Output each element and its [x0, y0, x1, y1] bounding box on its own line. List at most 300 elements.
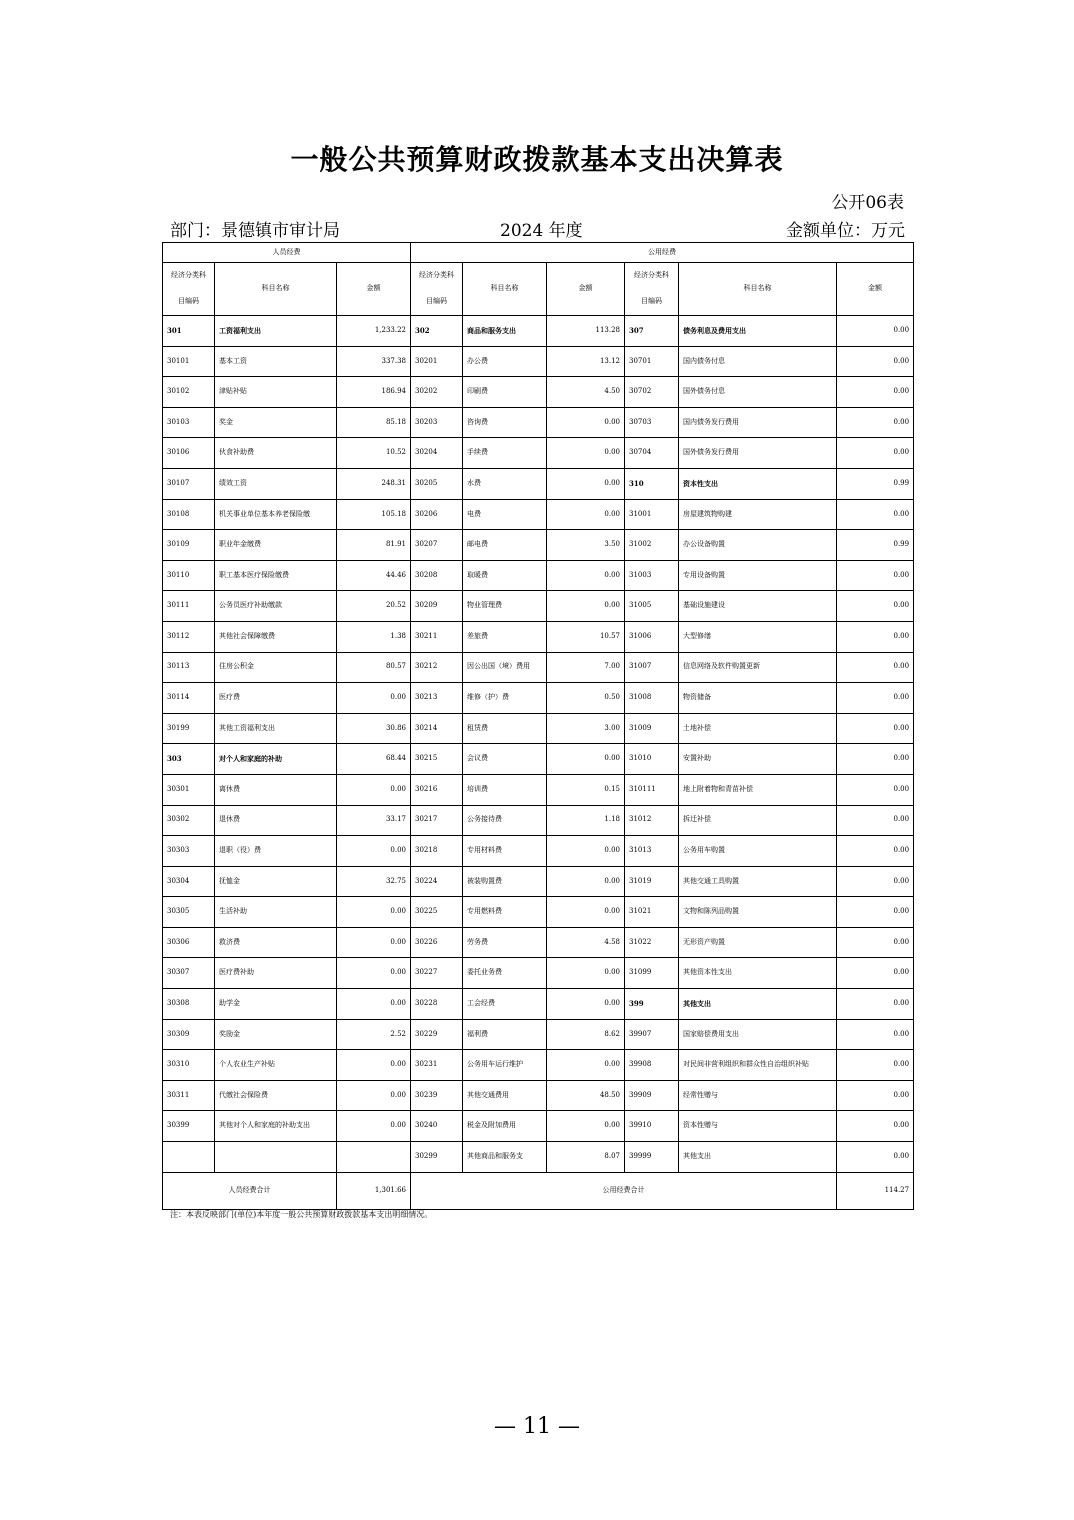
code-cell: 30101	[163, 346, 215, 377]
amount-cell: 0.00	[837, 1080, 914, 1111]
amount-cell: 0.00	[337, 1111, 411, 1142]
amount-cell: 0.00	[837, 897, 914, 928]
amount-cell: 0.00	[547, 1111, 625, 1142]
amount-cell: 0.00	[837, 989, 914, 1020]
name-cell: 无形资产购置	[679, 927, 837, 958]
amount-cell: 0.00	[837, 407, 914, 438]
amount-cell: 3.50	[547, 530, 625, 561]
table-row	[163, 683, 914, 714]
name-cell: 职工基本医疗保险缴费	[215, 560, 337, 591]
table-row	[163, 836, 914, 867]
name-cell: 国外债务付息	[679, 377, 837, 408]
code-cell: 30207	[411, 530, 463, 561]
personnel-total-value: 1,301.66	[337, 1172, 411, 1209]
code-cell: 30114	[163, 683, 215, 714]
amount-cell: 32.75	[337, 866, 411, 897]
name-cell: 国内债务付息	[679, 346, 837, 377]
amount-cell: 0.99	[837, 468, 914, 499]
code-cell: 30305	[163, 897, 215, 928]
code-cell: 31012	[625, 805, 679, 836]
name-cell: 对民间非营利组织和群众性自治组织补贴	[679, 1050, 837, 1081]
amount-cell: 0.00	[837, 744, 914, 775]
name-cell: 大型修缮	[679, 621, 837, 652]
name-cell: 其他对个人和家庭的补助支出	[215, 1111, 337, 1142]
code-cell: 310	[625, 468, 679, 499]
name-cell: 资本性支出	[679, 468, 837, 499]
code-cell: 30303	[163, 836, 215, 867]
code-cell: 31021	[625, 897, 679, 928]
amount-cell: 0.00	[837, 560, 914, 591]
code-cell: 30302	[163, 805, 215, 836]
amount-cell: 0.00	[837, 866, 914, 897]
name-cell: 其他交通工具购置	[679, 866, 837, 897]
name-cell: 安置补助	[679, 744, 837, 775]
code-cell: 399	[625, 989, 679, 1020]
code-cell: 30226	[411, 927, 463, 958]
name-cell: 工资福利支出	[215, 316, 337, 347]
name-cell: 退休费	[215, 805, 337, 836]
name-cell	[215, 1142, 337, 1173]
amount-cell: 0.00	[547, 591, 625, 622]
amount-cell: 0.00	[547, 866, 625, 897]
page-number: — 11 —	[494, 1414, 580, 1439]
code-cell: 30215	[411, 744, 463, 775]
name-cell: 国外债务发行费用	[679, 438, 837, 469]
name-cell: 医疗费	[215, 683, 337, 714]
amount-cell: 0.00	[547, 1050, 625, 1081]
amount-cell: 4.58	[547, 927, 625, 958]
amount-cell: 33.17	[337, 805, 411, 836]
group-public: 公用经费	[411, 243, 914, 263]
amount-cell: 0.00	[837, 499, 914, 530]
amount-cell: 0.00	[837, 652, 914, 683]
name-cell: 公务接待费	[463, 805, 547, 836]
table-row	[163, 346, 914, 377]
name-cell: 福利费	[463, 1019, 547, 1050]
code-cell: 30110	[163, 560, 215, 591]
amount-cell: 48.50	[547, 1080, 625, 1111]
code-cell: 30304	[163, 866, 215, 897]
name-cell: 对个人和家庭的补助	[215, 744, 337, 775]
code-cell: 31001	[625, 499, 679, 530]
name-cell: 公务员医疗补助缴款	[215, 591, 337, 622]
amount-cell: 0.00	[547, 958, 625, 989]
code-cell: 30308	[163, 989, 215, 1020]
name-cell: 委托业务费	[463, 958, 547, 989]
code-cell: 30106	[163, 438, 215, 469]
name-cell: 专用设备购置	[679, 560, 837, 591]
amount-cell: 4.50	[547, 377, 625, 408]
amount-cell: 0.00	[837, 774, 914, 805]
amount-cell: 0.00	[837, 1019, 914, 1050]
amount-cell: 0.00	[837, 927, 914, 958]
name-cell: 住房公积金	[215, 652, 337, 683]
table-row	[163, 897, 914, 928]
amount-cell: 7.00	[547, 652, 625, 683]
amount-cell: 337.38	[337, 346, 411, 377]
header-name: 科目名称	[463, 263, 547, 316]
table-row	[163, 989, 914, 1020]
code-cell: 30299	[411, 1142, 463, 1173]
code-cell: 30113	[163, 652, 215, 683]
code-cell: 30704	[625, 438, 679, 469]
table-row	[163, 866, 914, 897]
name-cell: 债务利息及费用支出	[679, 316, 837, 347]
amount-cell: 80.57	[337, 652, 411, 683]
code-cell: 30214	[411, 713, 463, 744]
code-cell: 30211	[411, 621, 463, 652]
name-cell: 劳务费	[463, 927, 547, 958]
code-cell: 31002	[625, 530, 679, 561]
name-cell: 取暖费	[463, 560, 547, 591]
name-cell: 其他商品和服务支	[463, 1142, 547, 1173]
name-cell: 退职（役）费	[215, 836, 337, 867]
table-row	[163, 468, 914, 499]
code-cell: 31010	[625, 744, 679, 775]
table-row	[163, 1080, 914, 1111]
name-cell: 房屋建筑物购建	[679, 499, 837, 530]
amount-cell: 113.28	[547, 316, 625, 347]
amount-cell: 0.00	[837, 316, 914, 347]
code-cell: 30109	[163, 530, 215, 561]
amount-cell: 0.00	[837, 438, 914, 469]
group-header-row	[163, 243, 914, 263]
header-name: 科目名称	[215, 263, 337, 316]
amount-cell: 105.18	[337, 499, 411, 530]
amount-cell: 0.00	[837, 621, 914, 652]
code-cell: 30107	[163, 468, 215, 499]
amount-cell: 0.00	[837, 1111, 914, 1142]
name-cell: 办公设备购置	[679, 530, 837, 561]
amount-cell: 0.00	[337, 989, 411, 1020]
expenditure-table	[162, 242, 914, 1210]
code-cell: 31013	[625, 836, 679, 867]
table-row	[163, 621, 914, 652]
personnel-total-label: 人员经费合计	[163, 1172, 337, 1209]
code-cell: 30311	[163, 1080, 215, 1111]
name-cell: 奖金	[215, 407, 337, 438]
code-cell: 30218	[411, 836, 463, 867]
amount-cell: 10.52	[337, 438, 411, 469]
name-cell: 伙食补助费	[215, 438, 337, 469]
amount-cell: 0.00	[337, 927, 411, 958]
amount-cell: 8.62	[547, 1019, 625, 1050]
table-row	[163, 499, 914, 530]
name-cell: 差旅费	[463, 621, 547, 652]
name-cell: 其他工资福利支出	[215, 713, 337, 744]
name-cell: 维修（护）费	[463, 683, 547, 714]
name-cell: 其他社会保障缴费	[215, 621, 337, 652]
code-cell: 30224	[411, 866, 463, 897]
public-total-label: 公用经费合计	[411, 1172, 837, 1209]
name-cell: 救济费	[215, 927, 337, 958]
code-cell: 31003	[625, 560, 679, 591]
name-cell: 物资储备	[679, 683, 837, 714]
table-row	[163, 1142, 914, 1173]
name-cell: 其他交通费用	[463, 1080, 547, 1111]
amount-cell: 13.12	[547, 346, 625, 377]
name-cell: 抚恤金	[215, 866, 337, 897]
header-amount: 金额	[547, 263, 625, 316]
amount-cell: 0.99	[837, 530, 914, 561]
amount-cell: 0.00	[837, 958, 914, 989]
name-cell: 税金及附加费用	[463, 1111, 547, 1142]
code-cell: 30703	[625, 407, 679, 438]
name-cell: 国内债务发行费用	[679, 407, 837, 438]
table-row	[163, 591, 914, 622]
amount-cell: 0.00	[547, 744, 625, 775]
year-label: 2024 年度	[500, 221, 583, 241]
code-cell: 30310	[163, 1050, 215, 1081]
public-total-value: 114.27	[837, 1172, 914, 1209]
amount-cell: 1.18	[547, 805, 625, 836]
name-cell: 基础设施建设	[679, 591, 837, 622]
code-cell: 30301	[163, 774, 215, 805]
page-title: 一般公共预算财政拨款基本支出决算表	[290, 143, 784, 176]
header-code: 经济分类科 目编码	[625, 263, 679, 316]
amount-cell: 30.86	[337, 713, 411, 744]
name-cell: 地上附着物和青苗补偿	[679, 774, 837, 805]
amount-cell: 0.00	[337, 774, 411, 805]
amount-cell: 0.00	[837, 805, 914, 836]
name-cell: 会议费	[463, 744, 547, 775]
table-row	[163, 560, 914, 591]
amount-cell: 2.52	[337, 1019, 411, 1050]
name-cell: 拆迁补偿	[679, 805, 837, 836]
name-cell: 经常性赠与	[679, 1080, 837, 1111]
header-amount: 金额	[337, 263, 411, 316]
table-row	[163, 1019, 914, 1050]
header-code: 经济分类科 目编码	[411, 263, 463, 316]
name-cell: 其他支出	[679, 1142, 837, 1173]
amount-cell: 0.00	[547, 499, 625, 530]
table-row	[163, 530, 914, 561]
code-cell: 39999	[625, 1142, 679, 1173]
code-cell: 30199	[163, 713, 215, 744]
code-cell: 30399	[163, 1111, 215, 1142]
name-cell: 文物和陈列品购置	[679, 897, 837, 928]
name-cell: 土地补偿	[679, 713, 837, 744]
name-cell: 生活补助	[215, 897, 337, 928]
name-cell: 助学金	[215, 989, 337, 1020]
amount-cell	[337, 1142, 411, 1173]
code-cell: 307	[625, 316, 679, 347]
name-cell: 离休费	[215, 774, 337, 805]
table-row	[163, 377, 914, 408]
code-cell: 31019	[625, 866, 679, 897]
amount-cell: 3.00	[547, 713, 625, 744]
amount-cell: 0.00	[837, 836, 914, 867]
code-cell: 30229	[411, 1019, 463, 1050]
name-cell: 国家赔偿费用支出	[679, 1019, 837, 1050]
department-label: 部门：景德镇市审计局	[170, 221, 340, 241]
table-row	[163, 774, 914, 805]
code-cell: 30217	[411, 805, 463, 836]
name-cell: 办公费	[463, 346, 547, 377]
amount-cell: 186.94	[337, 377, 411, 408]
name-cell: 公务用车购置	[679, 836, 837, 867]
name-cell: 工会经费	[463, 989, 547, 1020]
code-cell: 30103	[163, 407, 215, 438]
name-cell: 职业年金缴费	[215, 530, 337, 561]
table-row	[163, 805, 914, 836]
code-cell: 303	[163, 744, 215, 775]
code-cell: 301	[163, 316, 215, 347]
name-cell: 绩效工资	[215, 468, 337, 499]
name-cell: 信息网络及软件购置更新	[679, 652, 837, 683]
table-code: 公开06表	[831, 193, 904, 213]
code-cell: 30205	[411, 468, 463, 499]
table-row	[163, 927, 914, 958]
amount-cell: 0.00	[547, 407, 625, 438]
code-cell: 30231	[411, 1050, 463, 1081]
name-cell: 手续费	[463, 438, 547, 469]
code-cell: 31005	[625, 591, 679, 622]
code-cell: 30204	[411, 438, 463, 469]
code-cell: 31099	[625, 958, 679, 989]
header-amount: 金额	[837, 263, 914, 316]
table-row	[163, 744, 914, 775]
amount-cell: 68.44	[337, 744, 411, 775]
code-cell: 30102	[163, 377, 215, 408]
name-cell: 代缴社会保险费	[215, 1080, 337, 1111]
name-cell: 租赁费	[463, 713, 547, 744]
header-name: 科目名称	[679, 263, 837, 316]
code-cell: 30702	[625, 377, 679, 408]
name-cell: 培训费	[463, 774, 547, 805]
amount-cell: 0.00	[337, 1050, 411, 1081]
code-cell: 30309	[163, 1019, 215, 1050]
name-cell: 因公出国（境）费用	[463, 652, 547, 683]
code-cell: 31009	[625, 713, 679, 744]
name-cell: 其他资本性支出	[679, 958, 837, 989]
group-personnel: 人员经费	[163, 243, 411, 263]
amount-cell: 248.31	[337, 468, 411, 499]
table-row	[163, 1111, 914, 1142]
code-cell: 30212	[411, 652, 463, 683]
code-cell: 30111	[163, 591, 215, 622]
name-cell: 医疗费补助	[215, 958, 337, 989]
amount-cell: 0.00	[337, 958, 411, 989]
amount-cell: 0.00	[547, 468, 625, 499]
amount-cell: 0.00	[837, 591, 914, 622]
name-cell: 公务用车运行维护	[463, 1050, 547, 1081]
code-cell: 30208	[411, 560, 463, 591]
code-cell: 30228	[411, 989, 463, 1020]
code-cell: 30307	[163, 958, 215, 989]
code-cell: 39909	[625, 1080, 679, 1111]
amount-cell: 0.00	[547, 897, 625, 928]
code-cell: 31006	[625, 621, 679, 652]
amount-cell: 0.00	[337, 897, 411, 928]
code-cell: 39908	[625, 1050, 679, 1081]
amount-cell: 0.00	[547, 438, 625, 469]
amount-cell: 44.46	[337, 560, 411, 591]
name-cell: 商品和服务支出	[463, 316, 547, 347]
amount-cell: 0.00	[837, 1142, 914, 1173]
table-row	[163, 407, 914, 438]
amount-cell: 0.00	[837, 713, 914, 744]
code-cell: 30306	[163, 927, 215, 958]
code-cell: 30108	[163, 499, 215, 530]
code-cell: 30239	[411, 1080, 463, 1111]
code-cell: 310111	[625, 774, 679, 805]
amount-cell: 1.38	[337, 621, 411, 652]
code-cell: 30201	[411, 346, 463, 377]
table-row	[163, 652, 914, 683]
name-cell: 专用材料费	[463, 836, 547, 867]
name-cell: 其他支出	[679, 989, 837, 1020]
name-cell: 津贴补贴	[215, 377, 337, 408]
amount-cell: 0.00	[837, 346, 914, 377]
amount-cell: 8.07	[547, 1142, 625, 1173]
code-cell	[163, 1142, 215, 1173]
name-cell: 奖励金	[215, 1019, 337, 1050]
table-row	[163, 958, 914, 989]
amount-cell: 0.15	[547, 774, 625, 805]
name-cell: 机关事业单位基本养老保险缴	[215, 499, 337, 530]
name-cell: 邮电费	[463, 530, 547, 561]
code-cell: 30213	[411, 683, 463, 714]
code-cell: 31008	[625, 683, 679, 714]
name-cell: 咨询费	[463, 407, 547, 438]
amount-cell: 0.50	[547, 683, 625, 714]
amount-cell: 0.00	[337, 683, 411, 714]
code-cell: 30701	[625, 346, 679, 377]
code-cell: 30209	[411, 591, 463, 622]
footnote: 注：本表反映部门(单位)本年度一般公共预算财政拨款基本支出明细情况。	[170, 1210, 433, 1219]
header-code: 经济分类科 目编码	[163, 263, 215, 316]
code-cell: 39907	[625, 1019, 679, 1050]
name-cell: 专用燃料费	[463, 897, 547, 928]
amount-cell: 85.18	[337, 407, 411, 438]
name-cell: 印刷费	[463, 377, 547, 408]
table-row	[163, 438, 914, 469]
code-cell: 30203	[411, 407, 463, 438]
amount-cell: 81.91	[337, 530, 411, 561]
code-cell: 30216	[411, 774, 463, 805]
amount-cell: 20.52	[337, 591, 411, 622]
code-cell: 31022	[625, 927, 679, 958]
table-row	[163, 316, 914, 347]
name-cell: 物业管理费	[463, 591, 547, 622]
amount-cell: 0.00	[337, 836, 411, 867]
table-meta	[170, 216, 905, 240]
code-cell: 30112	[163, 621, 215, 652]
amount-cell: 0.00	[547, 560, 625, 591]
amount-cell: 0.00	[547, 989, 625, 1020]
totals-row	[163, 1172, 914, 1209]
name-cell: 被装购置费	[463, 866, 547, 897]
column-header-row	[163, 263, 914, 316]
code-cell: 39910	[625, 1111, 679, 1142]
code-cell: 30202	[411, 377, 463, 408]
code-cell: 30240	[411, 1111, 463, 1142]
name-cell: 水费	[463, 468, 547, 499]
amount-cell: 0.00	[837, 683, 914, 714]
code-cell: 30225	[411, 897, 463, 928]
name-cell: 个人农业生产补贴	[215, 1050, 337, 1081]
name-cell: 基本工资	[215, 346, 337, 377]
amount-cell: 0.00	[337, 1080, 411, 1111]
amount-cell: 1,233.22	[337, 316, 411, 347]
code-cell: 30206	[411, 499, 463, 530]
table-row	[163, 1050, 914, 1081]
unit-label: 金额单位：万元	[786, 221, 905, 241]
code-cell: 31007	[625, 652, 679, 683]
code-cell: 30227	[411, 958, 463, 989]
amount-cell: 0.00	[837, 377, 914, 408]
